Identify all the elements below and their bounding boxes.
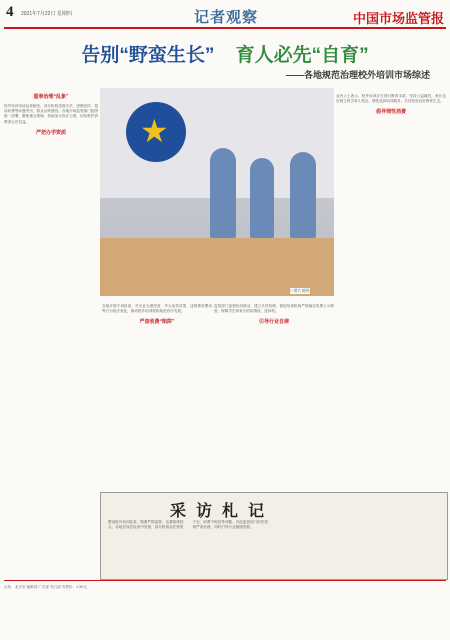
news-photo	[100, 88, 334, 296]
subtitle-4: 引导行业自律	[258, 319, 289, 325]
column-1-text: 校外培训市场乱象频发，部分机构违规办学、虚假宣传、超前收费等问题突出，群众反映强烈。各地市场监管部门按照统一部署，聚焦重点领域，持续加大执法力度，切实维护消费者合法权益。	[4, 103, 98, 124]
column-3-text: 监管部门加强协同联动，建立长效机制，督促培训机构严格落实收费公示制度，保障学生和家长的知情权、选择权。	[214, 303, 334, 313]
subtitle-5: 倡导理性消费	[375, 109, 406, 115]
masthead	[4, 2, 446, 28]
star-icon: ★	[140, 112, 169, 150]
interview-text: 整治校外培训乱象，既要严格监管，也要疏堵结合。各地在执法检查中发现，部分机构存在资质不全、收费不规范等问题，对此监管部门依法依规严肃处理，同时引导行业健康发展。	[108, 520, 268, 530]
subheadline: ——各地规范治理校外培训市场综述	[285, 70, 430, 80]
issue-date: 2021年7月22日 星期四	[21, 11, 72, 17]
interview-title: 采访札记	[170, 503, 275, 520]
section-title: 记者观察	[194, 10, 259, 26]
headline	[0, 40, 450, 67]
photo-figure	[250, 158, 274, 238]
headline-part2: 育人必先“自育”	[235, 45, 369, 66]
subtitle-1: 重拳治理“乱象”	[33, 94, 69, 100]
subtitle-2: 严把办学资质	[35, 129, 66, 136]
photo-figure	[210, 148, 236, 238]
masthead-rule	[4, 27, 446, 29]
column-2-text: 各地开展专项检查，对无证无照经营、夸大宣传效果、违规预收费用等行为依法查处，推动校外培训机构规范有序发展。	[102, 303, 212, 313]
paper-name: 中国市场监管报	[352, 11, 444, 26]
column-4-text: 业内人士表示，校外培训应当回归教育本质，坚持公益属性，家长也应树立科学育儿观念，理性选择培训服务，共同营造良好教育生态。	[336, 93, 446, 103]
footer-line: 社址：北京市 编辑部 广告部 发行部 零售价：1.50元	[4, 585, 87, 589]
subtitle-3: 严查收费“陷阱”	[139, 319, 175, 325]
page-footer	[4, 580, 446, 637]
photo-figure	[290, 152, 316, 238]
headline-part1: 告别“野蛮生长”	[81, 45, 215, 66]
article-column-1	[4, 90, 98, 578]
photo-caption: □ 图片说明	[290, 288, 310, 293]
page-number: 4	[6, 4, 14, 20]
